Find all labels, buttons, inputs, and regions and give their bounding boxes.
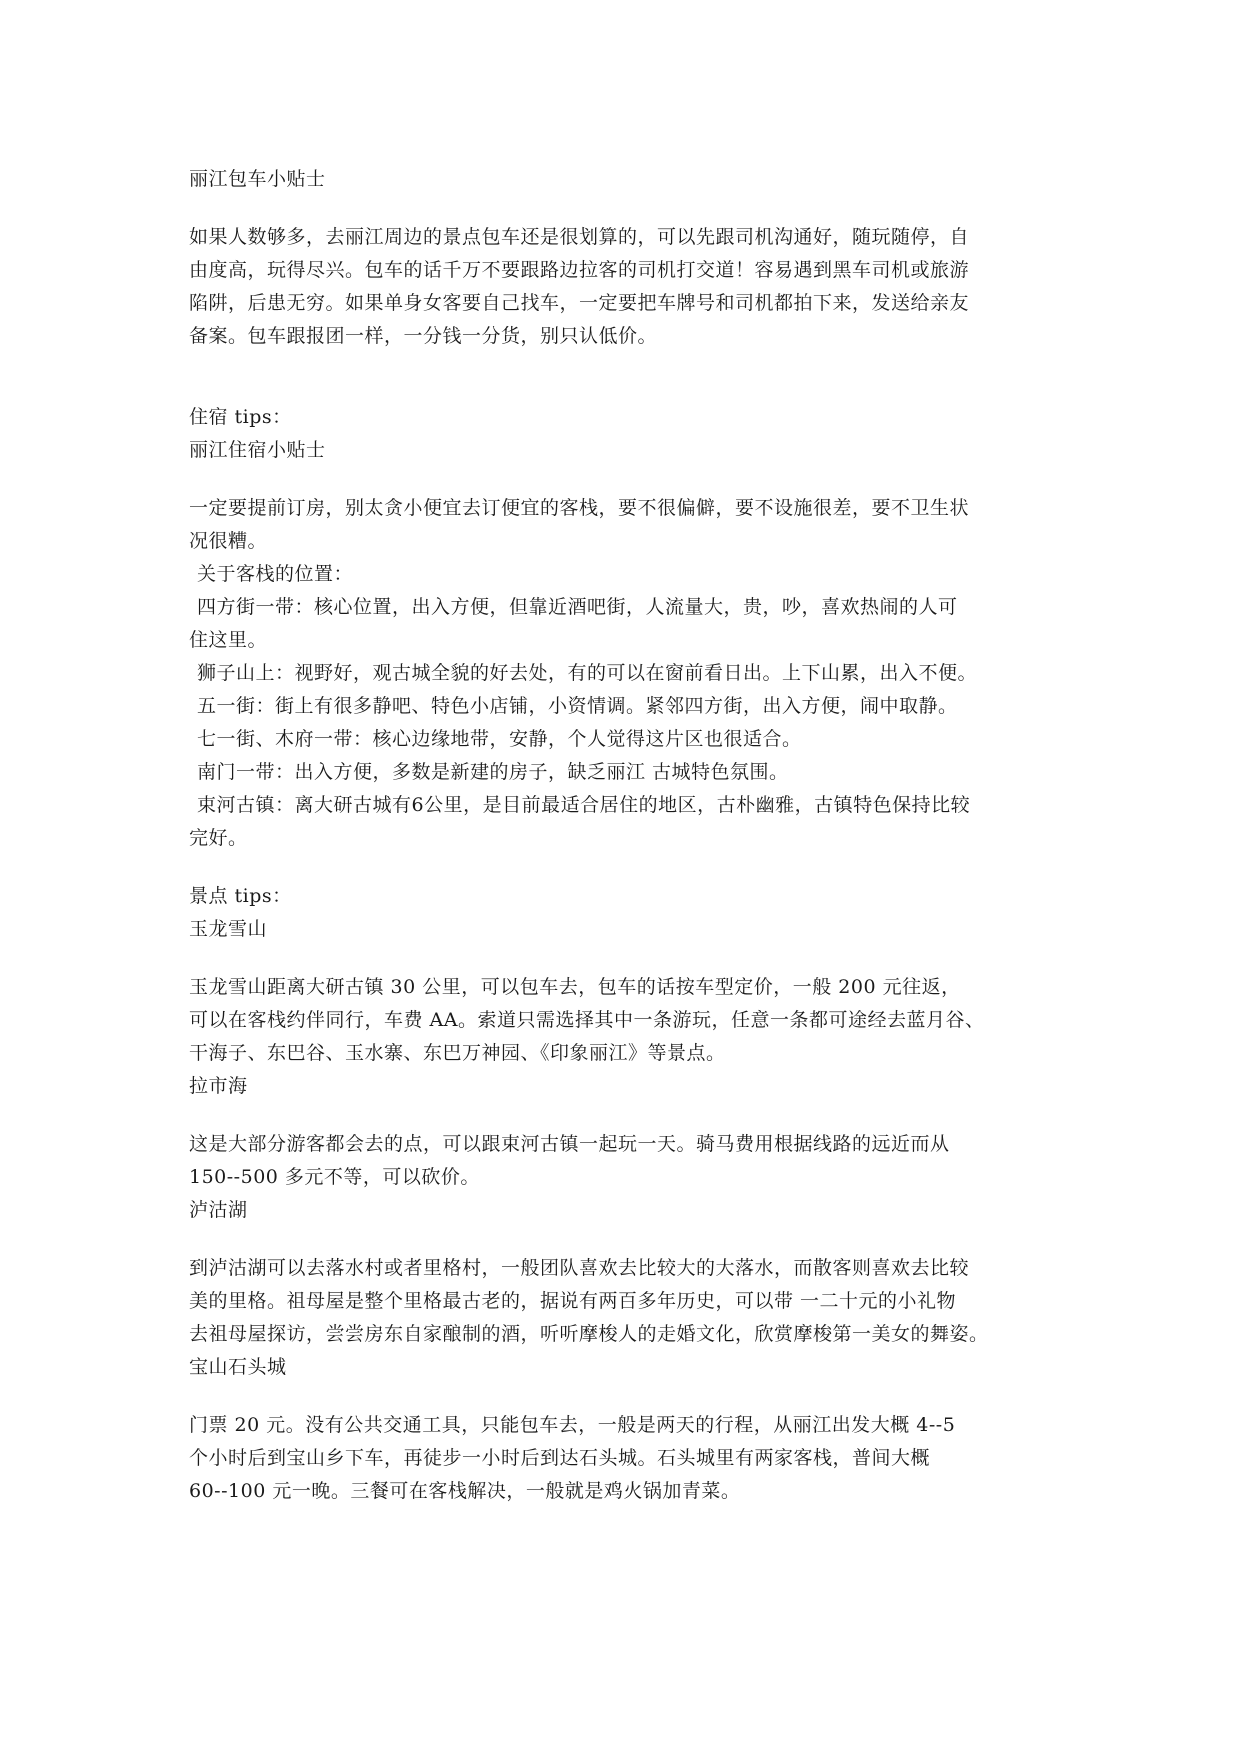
charter-body-line: 由度高，玩得尽兴。包车的话千万不要跟路边拉客的司机打交道！容易遇到黑车司机或旅游	[189, 259, 970, 281]
yulong-body-line: 玉龙雪山距离大研古镇 30 公里，可以包车去，包车的话按车型定价，一般 200 元往返，	[189, 976, 961, 998]
yulong-body-line: 干海子、东巴谷、玉水寨、东巴万神园、《印象丽江》等景点。	[189, 1042, 726, 1064]
lodging-heading: 住宿 tips：	[189, 406, 292, 428]
lodging-area-line: 住这里。	[189, 629, 268, 651]
lodging-area-line: 束河古镇：离大研古城有6公里，是目前最适合居住的地区，古朴幽雅，古镇特色保持比较	[197, 794, 971, 816]
lugu-body-line: 到泸沽湖可以去落水村或者里格村，一般团队喜欢去比较大的大落水，而散客则喜欢去比较	[189, 1257, 970, 1279]
lashihai-body-line: 这是大部分游客都会去的点，可以跟束河古镇一起玩一天。骑马费用根据线路的远近而从	[189, 1133, 950, 1155]
lugu-body-line: 美的里格。祖母屋是整个里格最古老的，据说有两百多年历史，可以带 一二十元的小礼物	[189, 1290, 957, 1312]
baoshan-body-line: 个小时后到宝山乡下车，再徒步一小时后到达石头城。石头城里有两家客栈，普间大概	[189, 1447, 931, 1469]
charter-title: 丽江包车小贴士	[189, 168, 326, 190]
sights-heading: 景点 tips：	[189, 885, 292, 907]
lodging-area-line: 四方街一带：核心位置，出入方便，但靠近酒吧街，人流量大，贵，吵，喜欢热闹的人可	[197, 596, 958, 618]
yulong-body-line: 可以在客栈约伴同行，车费 AA。索道只需选择其中一条游玩，任意一条都可途经去蓝月谷、	[189, 1009, 985, 1031]
lodging-title: 丽江住宿小贴士	[189, 439, 326, 461]
location-heading: 关于客栈的位置：	[197, 563, 354, 585]
baoshan-body-line: 60--100 元一晚。三餐可在客栈解决，一般就是鸡火锅加青菜。	[189, 1480, 741, 1502]
lugu-body-line: 去祖母屋探访，尝尝房东自家酿制的酒，听听摩梭人的走婚文化，欣赏摩梭第一美女的舞姿。	[189, 1323, 989, 1345]
lodging-intro-line: 一定要提前订房，别太贪小便宜去订便宜的客栈，要不很偏僻，要不设施很差，要不卫生状	[189, 497, 970, 519]
lashihai-body-line: 150--500 多元不等，可以砍价。	[189, 1166, 480, 1188]
lashihai-title: 拉市海	[189, 1075, 248, 1097]
charter-body-line: 陷阱，后患无穷。如果单身女客要自己找车，一定要把车牌号和司机都拍下来，发送给亲友	[189, 292, 970, 314]
baoshan-body-line: 门票 20 元。没有公共交通工具，只能包车去，一般是两天的行程，从丽江出发大概 4--5	[189, 1414, 956, 1436]
yulong-title: 玉龙雪山	[189, 918, 268, 940]
charter-body-line: 如果人数够多，去丽江周边的景点包车还是很划算的，可以先跟司机沟通好，随玩随停，自	[189, 226, 970, 248]
baoshan-title: 宝山石头城	[189, 1356, 287, 1378]
lodging-area-line: 狮子山上：视野好，观古城全貌的好去处，有的可以在窗前看日出。上下山累，出入不便。	[197, 662, 978, 684]
lodging-area-line: 南门一带：出入方便，多数是新建的房子，缺乏丽江 古城特色氛围。	[197, 761, 789, 783]
lodging-intro-line: 况很糟。	[189, 530, 268, 552]
lodging-area-line: 完好。	[189, 827, 248, 849]
lugu-title: 泸沽湖	[189, 1199, 248, 1221]
charter-body-line: 备案。包车跟报团一样，一分钱一分货，别只认低价。	[189, 325, 658, 347]
lodging-area-line: 五一街：街上有很多静吧、特色小店铺，小资情调。紧邻四方街，出入方便，闹中取静。	[197, 695, 958, 717]
lodging-area-line: 七一街、木府一带：核心边缘地带，安静，个人觉得这片区也很适合。	[197, 728, 802, 750]
